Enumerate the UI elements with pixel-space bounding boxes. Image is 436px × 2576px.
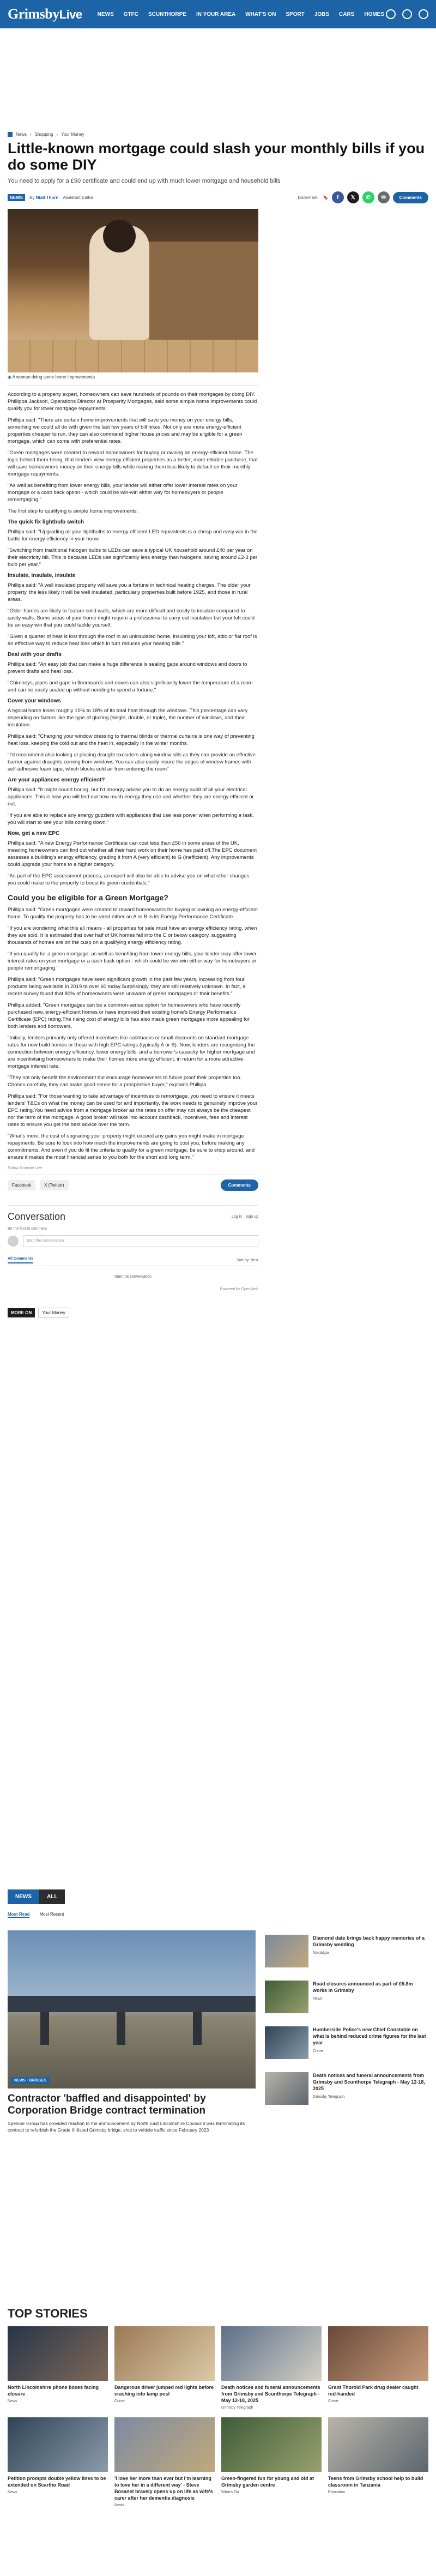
hero-caption: ◉ A woman doing some home improvements bbox=[8, 372, 258, 386]
article-title: Little-known mortgage could slash your monthly bills if you do some DIY bbox=[8, 140, 425, 173]
section-heading: Now, get a new EPC bbox=[8, 830, 60, 836]
story-headline[interactable]: North Lincolnshire phone boxes facing closure bbox=[8, 2385, 99, 2397]
story-thumbnail[interactable] bbox=[265, 1981, 308, 2013]
story-headline[interactable]: 'I love her more than ever but I'm learning to love her in a different way' - Steve Bosanet bravely opens up on life as wife's carer after her dementia diagnosis bbox=[114, 2476, 213, 2501]
story-headline[interactable]: Death notices and funeral announcements from Grimsby and Scunthorpe Telegraph - May 12-18, 2025 bbox=[313, 2073, 425, 2091]
paragraph: "Chimneys, pipes and gaps in floorboards and eaves can also significantly lower the temperature of a room and can be easily sealed up without needing to spend a fortune." bbox=[8, 680, 253, 693]
story-headline[interactable]: Teens from Grimsby school help to build classroom in Tanzania bbox=[328, 2476, 423, 2488]
story-thumbnail[interactable] bbox=[328, 2326, 428, 2381]
section-heading: The quick fix lightbulb switch bbox=[8, 519, 84, 525]
article-body bbox=[8, 391, 258, 1161]
conversation-sub: Be the first to comment bbox=[8, 1227, 47, 1231]
story-thumbnail[interactable] bbox=[221, 2326, 322, 2381]
tab-most-recent[interactable]: Most Recent bbox=[39, 1912, 64, 1917]
story-headline[interactable]: Diamond date brings back happy memories of a Grimsby wedding bbox=[313, 1935, 425, 1947]
x-share-button[interactable]: X (Twitter) bbox=[40, 1180, 68, 1190]
top-story-card[interactable] bbox=[221, 2326, 322, 2410]
nav-item-whats-on[interactable]: WHAT'S ON bbox=[245, 11, 276, 17]
paragraph: Phillipa said: "It might sound boring, but I'd strongly advise you to do an energy audit of all your electrical appliances. This is how you will find out how much energy they use and whether they are energy efficient or not. bbox=[8, 787, 254, 807]
story-section: Crime bbox=[328, 2399, 338, 2403]
section-heading: Insulate, insulate, insulate bbox=[8, 573, 76, 579]
whatsapp-icon[interactable]: ✆ bbox=[362, 191, 374, 203]
paragraph: "They not only benefit the environment but encourage homeowners to future proof their properties too. Chosen carefully, they can make good sense for a prospective buyer," explains Phillipa. bbox=[8, 1075, 242, 1088]
nav-item-news[interactable]: NEWS bbox=[97, 11, 114, 17]
footer-comments-button[interactable]: Comments bbox=[221, 1179, 258, 1191]
paragraph: "If you are able to replace any energy guzzlers with appliances that use less power when performing a task, you will start to see your bills coming down." bbox=[8, 812, 254, 826]
user-icon[interactable] bbox=[402, 9, 412, 19]
author-role: Assistant Editor bbox=[63, 195, 93, 200]
lead-story[interactable] bbox=[8, 1930, 256, 2133]
story-thumbnail[interactable] bbox=[265, 2072, 308, 2105]
top-stories-title: TOP STORIES bbox=[8, 2307, 88, 2320]
top-stories bbox=[8, 2307, 428, 2507]
tab-all[interactable]: ALL bbox=[39, 1889, 65, 1904]
list-item[interactable] bbox=[265, 1935, 428, 1967]
lead-story-summary: Spencer Group has provided reaction to the announcement by North East Lincolnshire Council it was terminating its contract to refurbish the Grade III-listed Grimsby bridge, shut to vehicle traffic since February 2023 bbox=[8, 2121, 245, 2133]
story-headline[interactable]: Road closures announced as part of £5.8m works in Grimsby bbox=[313, 1981, 413, 1993]
nav-item-homes[interactable]: HOMES bbox=[364, 11, 385, 17]
top-story-card[interactable] bbox=[328, 2326, 428, 2410]
story-section: Crime bbox=[114, 2399, 125, 2403]
more-on-label: MORE ON bbox=[8, 1308, 35, 1317]
list-item[interactable] bbox=[265, 1981, 428, 2013]
story-thumbnail[interactable] bbox=[8, 2326, 108, 2381]
nav-item-cars[interactable]: CARS bbox=[339, 11, 355, 17]
section-heading: Are your appliances energy efficient? bbox=[8, 777, 105, 783]
follow-label: Follow Grimsby Live bbox=[8, 1166, 43, 1170]
story-section: Grimsby Telegraph bbox=[221, 2406, 253, 2410]
bottom-tabs bbox=[8, 1889, 65, 1904]
menu-icon[interactable] bbox=[419, 9, 428, 19]
paragraph: "I'd recommend also looking at placing draught excluders along window sills as they can provide an effective barrier against draughts coming from windows.You can also easily insure the edges of window frames with self-adhesive foam tape, which blocks cold air from entering the room" bbox=[8, 752, 256, 772]
section-heading: Cover your windows bbox=[8, 698, 61, 704]
top-story-card[interactable] bbox=[328, 2417, 428, 2507]
conversation-title: Conversation bbox=[8, 1211, 66, 1222]
news-badge: NEWS bbox=[8, 194, 25, 201]
story-thumbnail[interactable] bbox=[8, 2417, 108, 2472]
ad-slot-bottom bbox=[0, 2181, 436, 2274]
story-headline[interactable]: Humberside Police's new Chief Constable on what is behind reduced crime figures for the last year bbox=[313, 2027, 426, 2045]
story-thumbnail[interactable] bbox=[221, 2417, 322, 2472]
story-headline[interactable]: Petition prompts double yellow lines to be extended on Scartho Road bbox=[8, 2476, 106, 2488]
lead-story-image[interactable] bbox=[8, 1930, 256, 2089]
paragraph: "As part of the EPC assessment process, an expert will also be able to advise you on what other changes you could make to the property to boost its green credentials." bbox=[8, 873, 250, 886]
facebook-share-button[interactable]: Facebook bbox=[8, 1180, 35, 1190]
lead-story-tag: NEWS · BRIDGES bbox=[11, 2077, 50, 2084]
top-story-card[interactable] bbox=[114, 2417, 215, 2507]
story-thumbnail[interactable] bbox=[265, 2026, 308, 2059]
login-signup-link[interactable]: Log in · Sign up bbox=[231, 1215, 258, 1219]
story-headline[interactable]: Green-fingered fun for young and old at Grimsby garden centre bbox=[221, 2476, 314, 2488]
story-thumbnail[interactable] bbox=[265, 1935, 308, 1967]
story-thumbnail[interactable] bbox=[114, 2417, 215, 2472]
paragraph: Phillipa said: "An easy job that can make a huge difference is sealing gaps around windows and doors to prevent drafts and heat loss. bbox=[8, 661, 247, 675]
paragraph: Phillipa added: "Green mortgages can be a common-sense option for homeowners who have recently purchased new, energy-efficient homes or have improved their existing home's Energy Performance Certificate (EPC) rating.The rising cost of energy bills has also made green mortgages more appealing for both lenders and borrowers. bbox=[8, 1002, 250, 1030]
facebook-icon[interactable]: f bbox=[332, 191, 344, 203]
top-story-card[interactable] bbox=[8, 2417, 108, 2507]
paragraph: "Green mortgages were created to reward homeowners for buying or owning an energy-efficient home. The logic behind them being, that lenders view energy efficient properties as a better, more reliable purchase, that will save homeowners money on their energy bills while making them less likely to default on their monthly mortgage repayments. bbox=[8, 450, 258, 477]
comments-button[interactable]: Comments bbox=[393, 192, 428, 203]
tab-news[interactable]: NEWS bbox=[8, 1889, 39, 1904]
comment-input[interactable]: Start the conversation bbox=[23, 1235, 258, 1247]
paragraph: Phillipa said: "Changing your window dressing to thermal blinds or thermal curtains is one way of preventing heat loss, keeping the cold out and the heat in, especially in the winter months. bbox=[8, 733, 255, 747]
nav-item-gtfc[interactable]: GTFC bbox=[123, 11, 138, 17]
paragraph: Phillipa said: "For those wanting to take advantage of incentives to remortgage, you need to ensure it meets lenders' T&Cs on what the money can be used for and importantly, the work needs to genuinely improve your EPC rating.You need advice from a mortgage broker as the rates on offer may not always be the cheapest nor the term of the mortgage. A good broker will take into account cashback, incentives, fees and interest rates to ensure you get the best advice over the term. bbox=[8, 1093, 258, 1128]
more-on bbox=[8, 1308, 258, 1318]
list-item[interactable] bbox=[265, 2072, 428, 2105]
ad-slot-top bbox=[0, 28, 436, 132]
story-thumbnail[interactable] bbox=[328, 2417, 428, 2472]
nav-item-sport[interactable]: SPORT bbox=[286, 11, 305, 17]
green-mortgage-heading: Could you be eligible for a Green Mortgage? bbox=[8, 893, 168, 902]
breadcrumb-news[interactable]: News bbox=[16, 132, 27, 137]
hero-image bbox=[8, 209, 258, 372]
story-section: News bbox=[313, 1997, 323, 2001]
tab-most-read[interactable]: Most Read bbox=[8, 1912, 30, 1917]
top-story-card[interactable] bbox=[8, 2326, 108, 2410]
most-read-tabs bbox=[8, 1912, 64, 1918]
paragraph: The first step to qualifying is simple home improvements: bbox=[8, 508, 138, 514]
story-headline[interactable]: Death notices and funeral announcements from Grimsby and Scunthorpe Telegraph - May 12-18, 2025 bbox=[221, 2385, 320, 2403]
site-logo[interactable]: GrimsbyLive bbox=[8, 6, 82, 22]
lead-story-headline[interactable]: Contractor 'baffled and disappointed' by Corporation Bridge contract termination bbox=[8, 2093, 206, 2116]
story-section: Grimsby Telegraph bbox=[313, 2095, 345, 2099]
breadcrumb: News › Shopping › Your Money bbox=[8, 132, 258, 137]
list-item[interactable] bbox=[265, 2026, 428, 2059]
search-icon[interactable] bbox=[386, 9, 396, 19]
story-thumbnail[interactable] bbox=[114, 2326, 215, 2381]
email-icon[interactable]: ✉ bbox=[378, 191, 390, 203]
paragraph: "Older homes are likely to feature solid walls, which are more difficult and costly to insulate compared to cavity walls. Some areas of your home might require a professional to carry out insulation but your loft could be an easy win that you could tackle yourself. bbox=[8, 608, 255, 628]
powered-by: Powered by OpenWeb bbox=[220, 1287, 258, 1291]
paragraph: "Initially, lenders primarily only offered incentives like cashbacks or small discounts on standard mortgage rates for new build homes or those with high EPC ratings (typically A or B). Now, lenders are recognising the connection between energy efficiency, lower energy bills, and a borrower's capacity for higher mortgage and are incentivising homeowners to make their homes more energy efficient, in return for a more attractive mortgage interest rate. bbox=[8, 1035, 255, 1069]
nav-item-in-your-area[interactable]: IN YOUR AREA bbox=[196, 11, 236, 17]
story-section: News bbox=[8, 2399, 17, 2403]
article-footer bbox=[8, 1175, 258, 1191]
article-standfirst: You need to apply for a £50 certificate and could end up with much lower mortgage and household bills bbox=[8, 178, 281, 184]
story-section: Nostalgia bbox=[313, 1951, 329, 1955]
paragraph: Phillipa said: "Green mortgages were created to reward homeowners for buying or owning an energy-efficient home. To qualify the property has to be rated either an A or B in its Energy Performance Certificate. bbox=[8, 907, 258, 920]
paragraph: "Switching from traditional halogen bulbs to LEDs can save a typical UK household around £40 per year on their electricity bill. This is because LEDs use significantly less energy than halogens, saving around £2-3 per bulb per year." bbox=[8, 547, 258, 568]
paragraph: A typical home loses roughly 10% to 18% of its total heat through the windows. This percentage can vary depending on factors like the type of glazing (single, double, or triple), the number of windows, and their insulation. bbox=[8, 708, 248, 728]
article bbox=[8, 132, 425, 1318]
nav-item-jobs[interactable]: JOBS bbox=[314, 11, 329, 17]
sort-dropdown[interactable]: Sort by: Best bbox=[236, 1258, 258, 1262]
nav-item-scunthorpe[interactable]: SCUNTHORPE bbox=[148, 11, 186, 17]
paragraph: Phillipa said: "Upgrading all your lightbulbs to energy efficient LED equivalents is a cheap and easy win in the battle for energy efficiency in your home. bbox=[8, 529, 258, 542]
paragraph: "If you qualify for a green mortgage, as well as benefiting from lower energy bills, your lender may offer lower interest rates on your mortgage or a cash back option - which could be win-win either way for homebuyers or people remortgaging." bbox=[8, 951, 257, 971]
story-section: News bbox=[8, 2490, 17, 2494]
more-on-tag[interactable]: Your Money bbox=[38, 1308, 69, 1318]
story-headline[interactable]: Grant Thorold Park drug dealer caught red-handed bbox=[328, 2385, 419, 2397]
bookmark-button[interactable]: Bookmark bbox=[298, 195, 318, 200]
breadcrumb-shopping[interactable]: Shopping bbox=[34, 132, 53, 137]
section-heading: Deal with your drafts bbox=[8, 652, 62, 658]
breadcrumb-your-money[interactable]: Your Money bbox=[61, 132, 84, 137]
side-story-list bbox=[265, 1935, 428, 2118]
top-story-card[interactable] bbox=[114, 2326, 215, 2410]
paragraph: Phillipa said: "A well insulated property will save you a fortune in technical heating charges. The older your property, the less likely it will be well insulated, particularly properties built before 1925, and those in rural areas. bbox=[8, 582, 251, 603]
paragraph: Phillipa said: "Green mortgages have seen significant growth in the past few years, increasing from four products being available in 2019 to over 60 today.Surprisingly, they are still relatively unknown. In fact, a recent survey found that 80% of homeowners were unaware of green mortgages or their benefits." bbox=[8, 977, 246, 997]
top-story-card[interactable] bbox=[221, 2417, 322, 2507]
paragraph: According to a property expert, homeowners can save hundreds of pounds on their mortgages by doing DIY. Phillippa Jackson, Operations Director at Prosperity Mortgages, said some simple home improvements could qualify you for lower mortgage repayments. bbox=[8, 392, 257, 412]
x-icon[interactable]: 𝕏 bbox=[347, 191, 359, 203]
author-link[interactable]: Niall Thorn bbox=[35, 195, 59, 200]
paragraph: Phillipa said: "A new Energy Performance Certificate can cost less than £50 in some areas of the UK, meaning homeowners can find out whether all their hard work on their home has paid off.The EPC document assesses a building's energy efficiency, grading it from A (very efficient) to G (inefficient). Any improvements could upgrade your home to a higher category. bbox=[8, 840, 257, 868]
byline: NEWS By Niall Thorn Assistant Editor bbox=[8, 194, 93, 201]
tab-all-comments[interactable]: All Comments bbox=[8, 1257, 33, 1263]
avatar bbox=[8, 1236, 19, 1247]
story-section: What's On bbox=[221, 2490, 239, 2494]
story-section: News bbox=[114, 2503, 124, 2507]
home-icon[interactable] bbox=[8, 132, 13, 137]
paragraph: "Given a quarter of heat is lost through the roof in an uninsulated home, insulating your loft, attic or flat roof is an effective way to reduce heat loss which in turn reduces your heating bills." bbox=[8, 634, 257, 647]
paragraph: "If you are wondering what this all means - all properties for sale must have an energy efficiency rating, when they are sold. It is estimated that over half of UK homes fall into the C or below category, suggesting thousands of homes are on the cusp on a qualifying energy efficiency rating. bbox=[8, 925, 257, 946]
paragraph: "As well as benefiting from lower energy bills, your lender will either offer lower interest rates on your mortgage or a cash back option - which could be win-win either way for homebuyers or people remortgaging." bbox=[8, 483, 238, 503]
paragraph: "What's more, the cost of upgrading your property might exceed any gains you might make in mortgage repayments. Be sure to look into how much the improvements are going to cost you, before making any commitments. And even if you do fit the criteria to qualify for a green mortgage, be sure to shop around, and ensure it makes the most financial sense to you both for the short and long term." bbox=[8, 1133, 255, 1160]
main-nav bbox=[98, 11, 386, 17]
bookmark-icon[interactable]: 🔖 bbox=[323, 195, 329, 200]
share-bar bbox=[298, 191, 428, 203]
story-headline[interactable]: Dangerous driver jumped red lights before crashing into lamp post bbox=[114, 2385, 214, 2397]
paragraph: Phillipa said: "There are certain home improvements that will save you money on your energy bills, something we could all do with given the last few years of bill hikes. Not only are more energy-efficient properties cheaper to run, they can also command higher house prices and may be eligible for a green mortgage, which can come with preferential rates. bbox=[8, 417, 243, 444]
site-header bbox=[0, 0, 436, 28]
start-conversation: Start the conversation bbox=[114, 1275, 152, 1279]
conversation bbox=[8, 1205, 258, 1291]
story-section: Crime bbox=[313, 2049, 323, 2053]
story-section: Education bbox=[328, 2490, 346, 2494]
